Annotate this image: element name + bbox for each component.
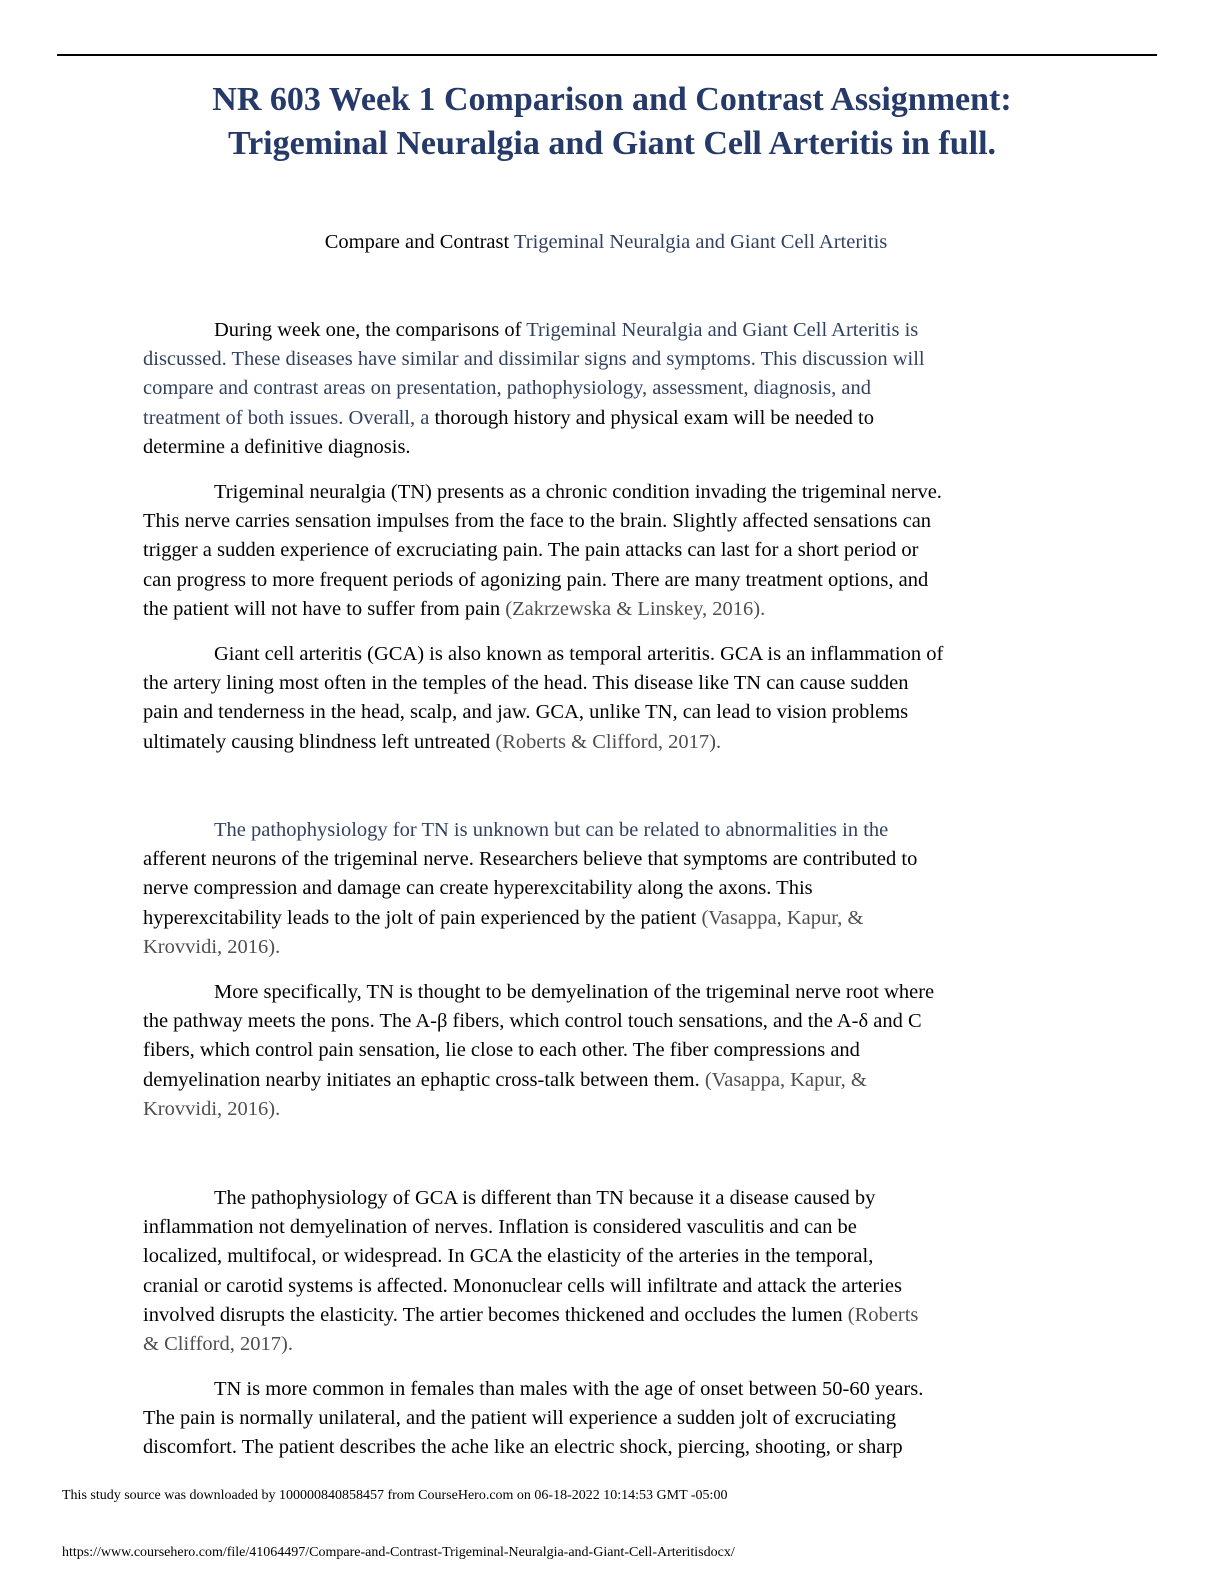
p2-line-2: This nerve carries sensation impulses from the face to the brain. Slightly affected sensations can	[143, 510, 932, 533]
p3-line-2: the artery lining most often in the temples of the head. This disease like TN can cause sudden	[143, 672, 909, 695]
paragraph-tn-epidemiology	[143, 1375, 1073, 1463]
p7-line-2: The pain is normally unilateral, and the patient will experience a sudden jolt of excruciating	[143, 1407, 897, 1430]
source-notice: This study source was downloaded by 100000840858457 from CourseHero.com on 06-18-2022 10:14:53 GMT -05:00	[62, 1488, 728, 1503]
p4-line-3: nerve compression and damage can create hyperexcitability along the axons. This	[143, 877, 813, 900]
p5-citation-b: Krovvidi, 2016).	[143, 1097, 281, 1120]
p6-line-1: The pathophysiology of GCA is different than TN because it a disease caused by	[214, 1187, 876, 1209]
p1-line-2: discussed. These diseases have similar and dissimilar signs and symptoms. This discussion will	[143, 348, 925, 371]
p4-citation-a: (Vasappa, Kapur, &	[701, 906, 864, 929]
p4-line-4-a: hyperexcitability leads to the jolt of pain experienced by the patient	[143, 906, 702, 929]
p3-citation: (Roberts & Clifford, 2017).	[495, 730, 722, 753]
p1-line-1-a: During week one, the comparisons of	[214, 319, 527, 341]
p7-line-3: discomfort. The patient describes the ache like an electric shock, piercing, shooting, or sharp	[143, 1436, 903, 1459]
p2-line-4: can progress to more frequent periods of agonizing pain. There are many treatment options, and	[143, 568, 929, 591]
document-title	[0, 78, 1224, 166]
p1-line-1	[143, 316, 1073, 345]
p4-line-4	[143, 904, 1073, 933]
paragraph-tn-pathophysiology	[143, 816, 1073, 962]
subtitle-highlight: Trigeminal Neuralgia and Giant Cell Arteritis	[513, 231, 888, 253]
p5-line-3: fibers, which control pain sensation, lie close to each other. The fiber compressions and	[143, 1039, 860, 1062]
paragraph-tn-presentation	[143, 478, 1073, 624]
p6-citation-a: (Roberts	[847, 1303, 919, 1326]
p2-line-5-a: the patient will not have to suffer from pain	[143, 597, 506, 620]
p5-line-1: More specifically, TN is thought to be demyelination of the trigeminal nerve root where	[214, 981, 935, 1003]
title-line-1: NR 603 Week 1 Comparison and Contrast Assignment:	[212, 81, 1012, 118]
p1-line-1-b: Trigeminal Neuralgia and Giant Cell Arteritis is	[526, 319, 919, 341]
subtitle-prefix: Compare and Contrast	[324, 231, 514, 253]
p5-line-4	[143, 1066, 1073, 1095]
p1-line-4-a: treatment of both issues. Overall, a	[143, 406, 430, 429]
p2-line-5	[143, 595, 1073, 624]
title-line-2: Trigeminal Neuralgia and Giant Cell Arteritis in full.	[227, 125, 997, 162]
p3-line-1: Giant cell arteritis (GCA) is also known as temporal arteritis. GCA is an inflammation of	[214, 643, 944, 665]
p1-line-3: compare and contrast areas on presentation, pathophysiology, assessment, diagnosis, and	[143, 377, 871, 400]
p3-line-4-a: ultimately causing blindness left untreated	[143, 730, 496, 753]
document-subtitle	[0, 228, 1212, 256]
p5-line-2: the pathway meets the pons. The A-β fibers, which control touch sensations, and the A-δ and C	[143, 1010, 922, 1033]
p3-line-4	[143, 728, 1073, 757]
p6-line-5	[143, 1301, 1073, 1330]
p1-line-5: determine a definitive diagnosis.	[143, 435, 411, 458]
p1-line-4-b: thorough history and physical exam will be needed to	[429, 406, 874, 429]
p7-line-1: TN is more common in females than males with the age of onset between 50-60 years.	[214, 1378, 924, 1400]
p4-citation-b: Krovvidi, 2016).	[143, 935, 281, 958]
p6-line-4: cranial or carotid systems is affected. Mononuclear cells will infiltrate and attack the arteries	[143, 1274, 902, 1297]
p5-citation-a: (Vasappa, Kapur, &	[704, 1068, 867, 1091]
p5-line-4-a: demyelination nearby initiates an ephaptic cross-talk between them.	[143, 1068, 705, 1091]
p6-line-2: inflammation not demyelination of nerves. Inflation is considered vasculitis and can be	[143, 1216, 857, 1239]
p4-line-2: afferent neurons of the trigeminal nerve. Researchers believe that symptoms are contributed to	[143, 848, 918, 871]
p6-line-3: localized, multifocal, or widespread. In GCA the elasticity of the arteries in the temporal,	[143, 1245, 874, 1268]
paragraph-tn-demyelination	[143, 978, 1073, 1124]
paragraph-introduction	[143, 316, 1073, 462]
source-url-link[interactable]: https://www.coursehero.com/file/41064497/Compare-and-Contrast-Trigeminal-Neuralgia-and-Giant-Cell-Arteritisdocx/	[62, 1545, 735, 1560]
p6-line-5-a: involved disrupts the elasticity. The artier becomes thickened and occludes the lumen	[143, 1303, 848, 1326]
paragraph-gca-presentation	[143, 640, 1073, 757]
p1-line-4	[143, 404, 1073, 433]
p2-line-1: Trigeminal neuralgia (TN) presents as a chronic condition invading the trigeminal nerve.	[214, 481, 942, 503]
p2-line-3: trigger a sudden experience of excruciating pain. The pain attacks can last for a short period or	[143, 539, 919, 562]
p4-line-1: The pathophysiology for TN is unknown but can be related to abnormalities in the	[214, 819, 889, 841]
top-rule	[57, 54, 1157, 56]
p2-citation: (Zakrzewska & Linskey, 2016).	[505, 597, 766, 620]
p6-citation-b: & Clifford, 2017).	[143, 1333, 293, 1356]
paragraph-gca-pathophysiology	[143, 1184, 1073, 1359]
p3-line-3: pain and tenderness in the head, scalp, and jaw. GCA, unlike TN, can lead to vision problems	[143, 701, 909, 724]
